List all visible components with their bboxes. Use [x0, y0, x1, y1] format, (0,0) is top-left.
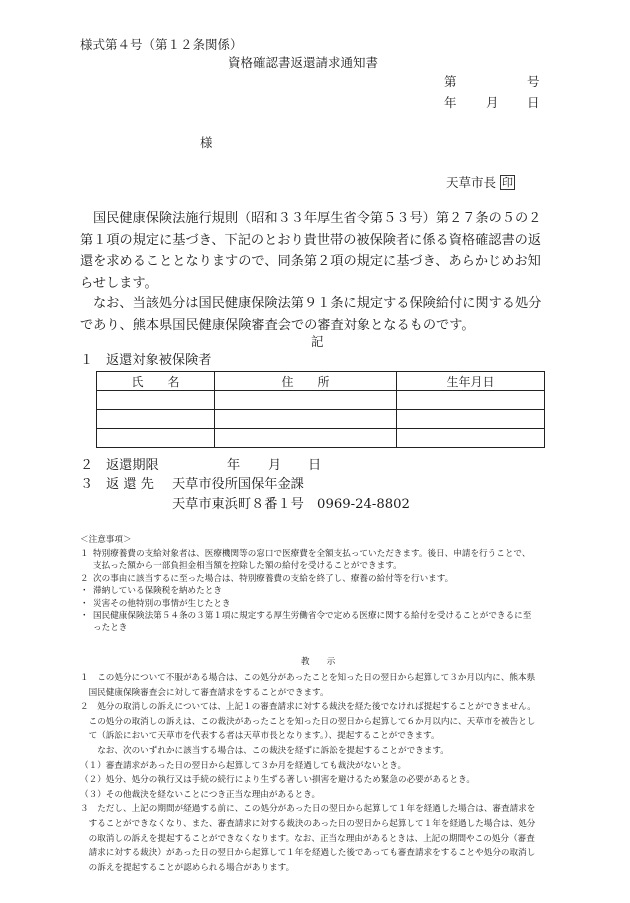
item3-number: ３ — [80, 477, 94, 492]
ki-heading: 記 — [311, 334, 324, 349]
col-header-birthdate: 生年月日 — [397, 372, 545, 391]
issuer-name: 天草市長 — [446, 175, 497, 190]
kyoji-line: ３ ただし、上記の期間が経過する前に、この処分があった日の翌日から起算して１年を経過した場合は、審査請求を — [80, 804, 536, 815]
table-cell — [97, 429, 215, 448]
body-line: 国民健康保険法施行規則（昭和３３年厚生省令第５３号）第２７条の５の２ — [93, 211, 542, 226]
kyoji-title: 教 示 — [301, 657, 336, 667]
notes-list — [80, 548, 531, 635]
item3-label: 返 還 先 — [106, 477, 154, 492]
body-line: らせします。 — [80, 275, 158, 291]
form-number: 様式第４号（第１２条関係） — [80, 37, 243, 52]
date-year: 年 — [444, 95, 457, 110]
document-title: 資格確認書返還請求通知書 — [228, 55, 379, 70]
kyoji-line: の取消しの訴えを提起することができなくなります。なお、正当な理由があるときは、上記の期間やこの処分（審査 — [80, 833, 535, 844]
doc-no-dai: 第 — [444, 74, 457, 89]
body-line: なお、当該処分は国民健康保険法第９１条に規定する保険給付に関する処分 — [93, 296, 542, 311]
table-row — [97, 410, 545, 429]
kyoji-line: （３）その他裁決を経ないことにつき正当な理由があるとき。 — [80, 789, 321, 800]
issuer-block — [446, 175, 515, 191]
note-line: 支払った額から一部負担金相当額を控除した額の給付を受けることができます。 — [93, 561, 402, 572]
note-mark: ２ — [80, 573, 89, 584]
item1-number: １ — [80, 353, 94, 368]
body-line: 還を求めることとなりますので、同条第２項の規定に基づき、あらかじめお知 — [80, 254, 541, 269]
table-row — [97, 429, 545, 448]
body-line: であり、熊本県国民健康保険審査会での審査対象となるものです。 — [80, 317, 475, 333]
table-cell — [215, 429, 397, 448]
col-header-address: 住 所 — [215, 372, 397, 391]
date-month: 月 — [486, 95, 499, 110]
item3-destination: 天草市役所国保年金課 — [172, 477, 304, 492]
item2-month: 月 — [268, 458, 282, 473]
note-line: 滞納している保険税を納めたとき — [93, 586, 222, 597]
note-item — [80, 610, 531, 622]
note-item — [80, 585, 531, 597]
table-cell — [97, 410, 215, 429]
item2-year: 年 — [227, 458, 241, 473]
col-header-name: 氏 名 — [97, 372, 215, 391]
kyoji-line: １ この処分について不服がある場合は、この処分があったことを知った日の翌日から起算して３か月以内に、熊本県 — [80, 673, 536, 683]
doc-no-go: 号 — [527, 74, 540, 89]
note-item — [80, 598, 531, 610]
kyoji-line: することができなくなり、また、審査請求に対する裁決のあった日の翌日から起算して１年を経過した場合は、処分 — [80, 818, 536, 829]
note-item — [80, 573, 531, 585]
date-day: 日 — [527, 95, 540, 110]
kyoji-line: ２ 処分の取消しの訴えについては、上記１の審査請求に対する裁決を経た後でなければ提起することができません。 — [80, 702, 536, 713]
table-cell — [215, 391, 397, 410]
note-line: 次の事由に該当するに至った場合は、特別療養費の支給を終了し、療養の給付等を行います。 — [93, 573, 454, 584]
table-cell — [397, 429, 545, 448]
addressee-suffix: 様 — [200, 135, 213, 150]
table-header-row — [97, 372, 545, 391]
notes-title: ＜注意事項＞ — [80, 535, 132, 545]
item2-label: 返還期限 — [106, 458, 159, 473]
body-paragraph-1 — [80, 208, 541, 294]
item3-address: 天草市東浜町８番１号 0969-24-8802 — [172, 497, 410, 512]
kyoji-line: なお、次のいずれかに該当する場合は、この裁決を経ずに訴訟を提起することができます。 — [80, 745, 449, 756]
seal-box: 印 — [502, 176, 514, 189]
kyoji-line: て（訴訟において天草市を代表する者は天草市長となります。）、提起することができます。 — [80, 731, 440, 742]
note-line: 災害その他特別の事情が生じたとき — [93, 598, 231, 609]
note-line: 特別療養費の支給対象者は、医療機関等の窓口で医療費を全額支払っていただきます。後日、申請を行うことで、 — [93, 549, 531, 559]
note-line: ったとき — [93, 623, 128, 634]
note-mark: ・ — [80, 598, 89, 609]
table-cell — [397, 391, 545, 410]
kyoji-line: （２）処分、処分の執行又は手続の続行により生ずる著しい損害を避けるため緊急の必要があるとき。 — [80, 775, 475, 786]
note-mark: ・ — [80, 611, 89, 622]
kyoji-line: （１）審査請求があった日の翌日から起算して３か月を経過しても裁決がないとき。 — [80, 760, 407, 771]
kyoji-line: の訴えを提起することが認められる場合があります。 — [80, 862, 295, 873]
note-mark: ・ — [80, 586, 89, 597]
note-item — [80, 548, 531, 560]
kyoji-section — [80, 671, 536, 875]
table-cell — [397, 410, 545, 429]
note-mark: １ — [80, 549, 89, 559]
body-line: 第１項の規定に基づき、下記のとおり貴世帯の被保険者に係る資格確認書の返 — [80, 232, 542, 248]
kyoji-line: 国民健康保険審査会に対して審査請求をすることができます。 — [80, 687, 329, 698]
note-line: 国民健康保険法第５４条の３第１項に規定する厚生労働省令で定める医療に関する給付を受けることができるに至 — [93, 611, 532, 622]
body-paragraph-2 — [80, 293, 541, 336]
kyoji-line: この処分の取消しの訴えは、この裁決があったことを知った日の翌日から起算して６か月以内に、天草市を被告とし — [80, 716, 536, 727]
table-cell — [215, 410, 397, 429]
insured-persons-table — [96, 371, 545, 448]
item1-label: 返還対象被保険者 — [106, 353, 212, 368]
item2-number: ２ — [80, 458, 94, 473]
kyoji-line: 請求に対する裁決）があった日の翌日から起算して１年を経過した後であっても審査請求をすることや処分の取消し — [80, 848, 536, 859]
item2-day: 日 — [308, 458, 322, 473]
table-cell — [97, 391, 215, 410]
table-row — [97, 391, 545, 410]
